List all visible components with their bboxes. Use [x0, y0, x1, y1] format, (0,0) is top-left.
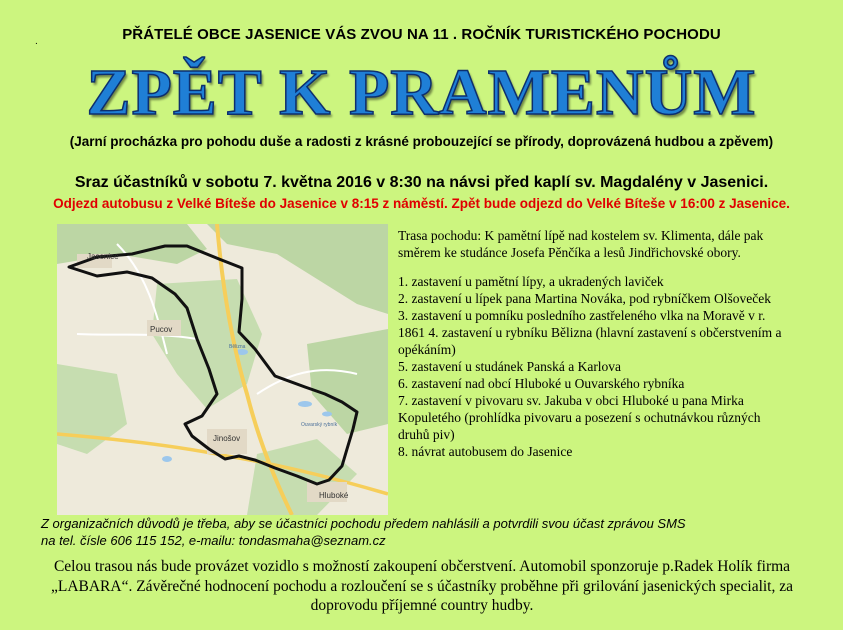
- registration-contact: na tel. čísle 606 115 152, e-mailu: tondasmaha@seznam.cz: [41, 533, 386, 548]
- route-item: 6. zastavení nad obcí Hluboké u Ouvarského rybníka: [398, 376, 685, 391]
- event-title: ZPĚT K PRAMENŮM: [86, 56, 757, 129]
- map-pond: [322, 412, 332, 417]
- route-intro: Trasa pochodu: K pamětní lípě nad kostelem sv. Klimenta, dále pak směrem ke studánce Josefa Pěnčíka a lesů Jindřichovské obory.: [398, 228, 764, 260]
- route-item: 8. návrat autobusem do Jasenice: [398, 444, 573, 459]
- map-label-jinosov: Jinošov: [213, 434, 241, 443]
- bus-info: Odjezd autobusu z Velké Bíteše do Jasenice v 8:15 z náměstí. Zpět bude odjezd do Velké Bíteše v 16:00 z Jasenice.: [53, 196, 790, 211]
- closing-text: Celou trasou nás bude provázet vozidlo s možností zakoupení občerstvení. Automobil sponzoruje p.Radek Holík firma „LABARA“. Závěrečné hodnocení pochodu a rozloučení se s účastníky proběhne při grilování jasenických specialit, za doprovodu příjemné country hudby.: [50, 558, 794, 614]
- route-item: 1. zastavení u pamětní lípy, a ukradených laviček: [398, 274, 664, 289]
- map-label-pucov: Pucov: [150, 325, 173, 334]
- map-label-belizna: Bělizna: [229, 344, 246, 350]
- map-pond: [298, 401, 312, 407]
- event-note: (Jarní procházka pro pohodu duše a radosti z krásné probouzející se přírody, doprovázená hudbou a zpěvem): [69, 134, 774, 149]
- map-label-ouvarsky: Ouvarský rybník: [301, 422, 338, 428]
- map-label-hluboke: Hluboké: [319, 491, 349, 500]
- registration-line: Z organizačních důvodů je třeba, aby se účastníci pochodu předem nahlásili a potvrdili svou účast zprávou SMS: [41, 516, 686, 531]
- route-map: [57, 224, 388, 515]
- meeting-info: Sraz účastníků v sobotu 7. května 2016 v 8:30 na návsi před kaplí sv. Magdalény v Jasenici.: [74, 174, 769, 191]
- route-item: 5. zastavení u studánek Panská a Karlova: [398, 359, 622, 374]
- event-subtitle: PŘÁTELÉ OBCE JASENICE VÁS ZVOU NA 11 . ROČNÍK TURISTICKÉHO POCHODU: [122, 26, 721, 43]
- stray-dot: .: [35, 36, 38, 47]
- map-label-jasenice: Jasenice: [87, 252, 119, 261]
- registration-info: [41, 515, 686, 549]
- route-item: 2. zastavení u lípek pana Martina Nováka, pod rybníčkem Olšoveček: [398, 291, 772, 306]
- route-item: 7. zastavení v pivovaru sv. Jakuba v obci Hluboké u pana Mirka Kopuletého (prohlídka pivovaru a posezení s ochutnávkou různých druhů piv): [398, 393, 761, 442]
- route-item: 3. zastavení u pomníku posledního zastřeleného vlka na Moravě v r. 1861 4. zastavení u rybníku Bělizna (hlavní zastavení s občerstvením a opékáním): [398, 308, 782, 357]
- route-description: [398, 227, 782, 460]
- map-pond: [162, 456, 172, 462]
